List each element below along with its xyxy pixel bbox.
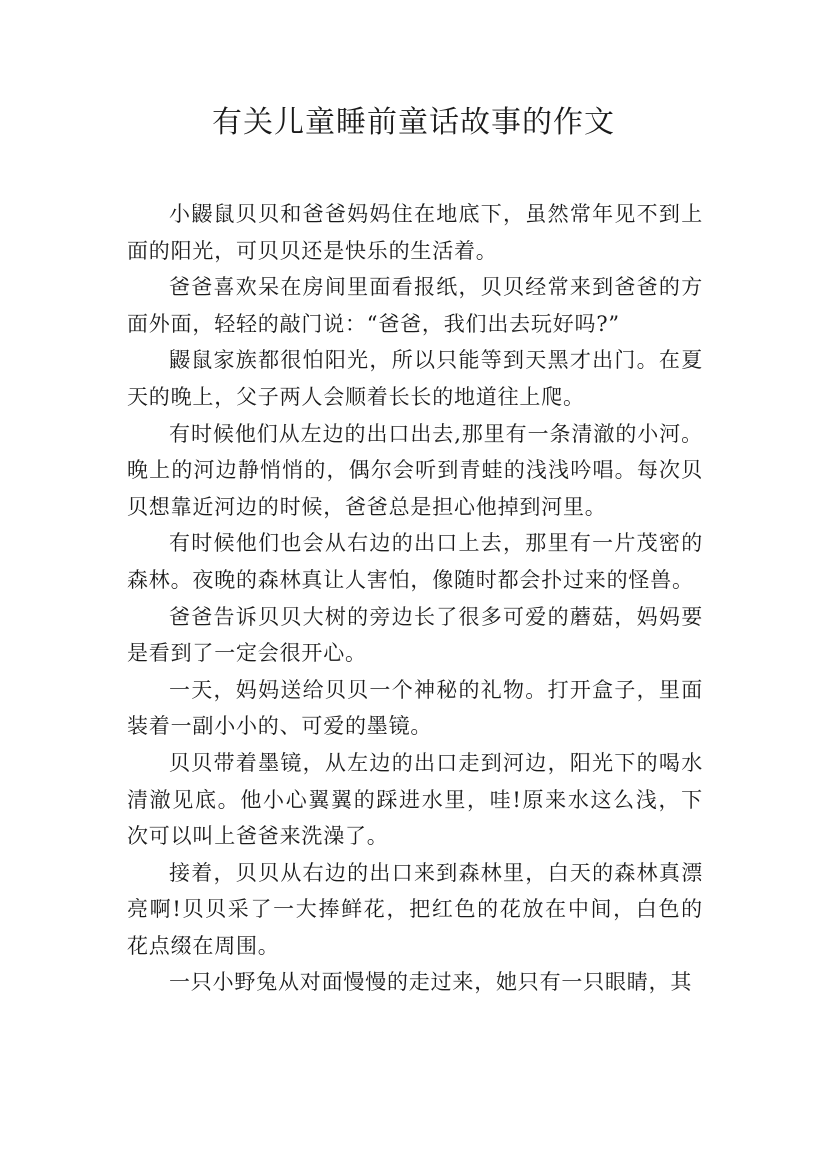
paragraph: 鼹鼠家族都很怕阳光，所以只能等到天黑才出门。在夏天的晚上，父子两人会顺着长长的地道往上爬。 bbox=[127, 348, 703, 409]
paragraph: 一只小野兔从对面慢慢的走过来，她只有一只眼睛，其 bbox=[169, 970, 693, 995]
document-title: 有关儿童睡前童话故事的作文 bbox=[212, 105, 615, 140]
paragraph: 接着，贝贝从右边的出口来到森林里，白天的森林真漂亮啊!贝贝采了一大捧鲜花，把红色的花放在中间，白色的花点缀在周围。 bbox=[127, 860, 703, 958]
paragraph: 有时候他们也会从右边的出口上去，那里有一片茂密的森林。夜晚的森林真让人害怕，像随时都会扑过来的怪兽。 bbox=[127, 531, 703, 592]
paragraph: 小鼹鼠贝贝和爸爸妈妈住在地底下，虽然常年见不到上面的阳光，可贝贝还是快乐的生活着。 bbox=[127, 202, 703, 263]
paragraph: 爸爸喜欢呆在房间里面看报纸，贝贝经常来到爸爸的方面外面，轻轻的敲门说：“爸爸，我们出去玩好吗?” bbox=[127, 275, 703, 336]
paragraph: 一天，妈妈送给贝贝一个神秘的礼物。打开盒子，里面装着一副小小的、可爱的墨镜。 bbox=[127, 677, 703, 739]
paragraph: 爸爸告诉贝贝大树的旁边长了很多可爱的蘑菇，妈妈要是看到了一定会很开心。 bbox=[127, 604, 703, 666]
paragraph: 贝贝带着墨镜，从左边的出口走到河边，阳光下的喝水清澈见底。他小心翼翼的踩进水里，哇!原来水这么浅，下次可以叫上爸爸来洗澡了。 bbox=[127, 750, 703, 849]
paragraph: 有时候他们从左边的出口出去,那里有一条清澈的小河。晚上的河边静悄悄的，偶尔会听到青蛙的浅浅吟唱。每次贝贝想靠近河边的时候，爸爸总是担心他掉到河里。 bbox=[127, 421, 703, 519]
document-body bbox=[127, 196, 703, 1001]
